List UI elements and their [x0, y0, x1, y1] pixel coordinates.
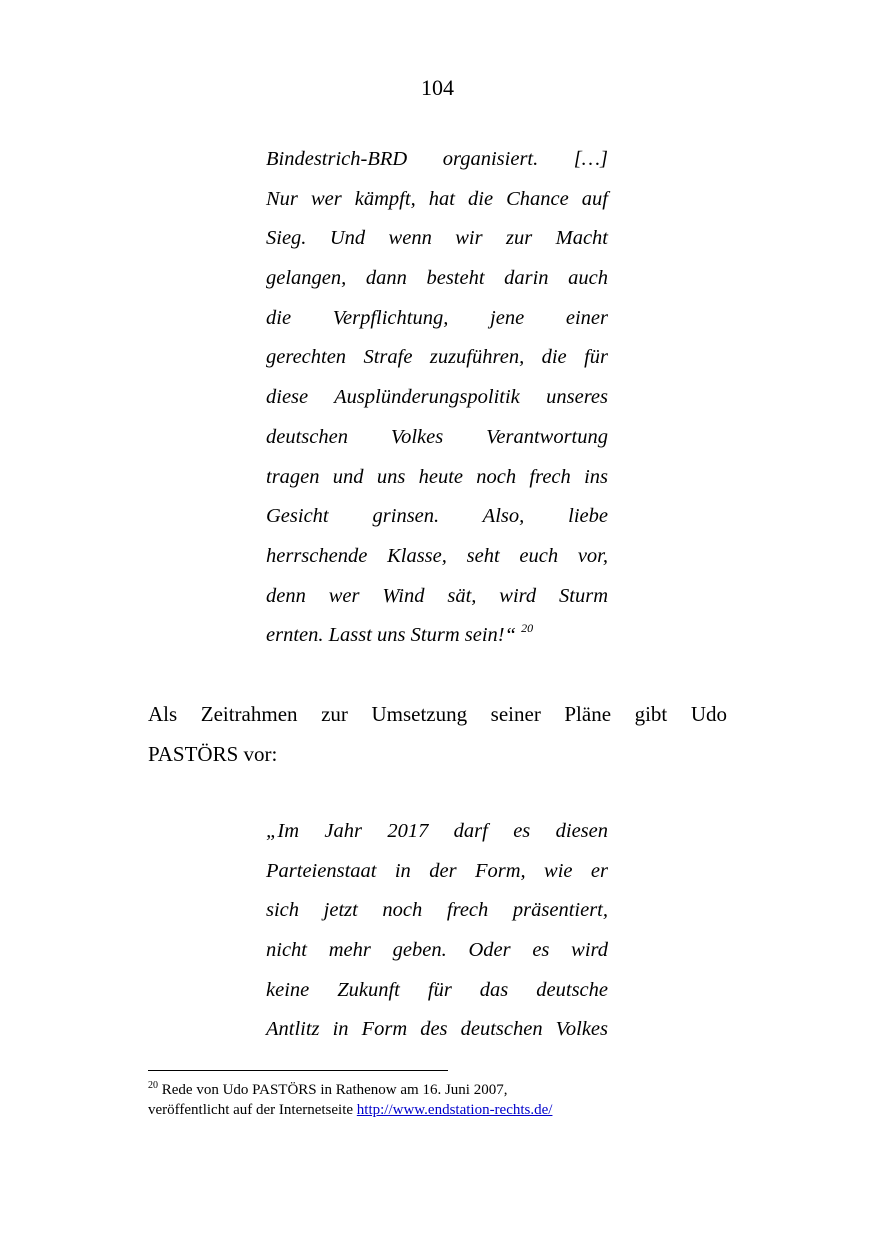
footnote-number: 20 — [148, 1080, 158, 1091]
quote-line-text: ernten. Lasst uns Sturm sein!“ — [266, 624, 517, 647]
footnote-separator — [148, 1070, 448, 1071]
quote-line: gerechten Strafe zuzuführen, die für — [266, 346, 608, 369]
quote-line: Antlitz in Form des deutschen Volkes — [266, 1018, 608, 1041]
quote-line: gelangen, dann besteht darin auch — [266, 267, 608, 290]
paragraph-line: PASTÖRS vor: — [148, 741, 278, 766]
footnote-line-1 — [148, 1080, 748, 1100]
footnote-line-2 — [148, 1100, 748, 1120]
quote-line: herrschende Klasse, seht euch vor, — [266, 544, 608, 567]
paragraph-line: Als Zeitrahmen zur Umsetzung seiner Pläne gibt Udo — [148, 702, 727, 726]
quote-line: tragen und uns heute noch frech ins — [266, 465, 608, 488]
quote-line: Nur wer kämpft, hat die Chance auf — [266, 187, 608, 210]
quote-line: die Verpflichtung, jene einer — [266, 306, 608, 329]
quote-line: keine Zukunft für das deutsche — [266, 978, 608, 1001]
block-quote-2 — [266, 820, 608, 1058]
quote-line: sich jetzt noch frech präsentiert, — [266, 899, 608, 922]
quote-line: Parteienstaat in der Form, wie er — [266, 859, 608, 882]
body-paragraph — [148, 702, 727, 781]
quote-line: deutschen Volkes Verantwortung — [266, 425, 608, 448]
quote-line: Gesicht grinsen. Also, liebe — [266, 505, 608, 528]
quote-line: Sieg. Und wenn wir zur Macht — [266, 227, 608, 250]
footnote-text-2: veröffentlicht auf der Internetseite — [148, 1102, 357, 1118]
footnote-reference[interactable]: 20 — [521, 621, 534, 636]
quote-line: nicht mehr geben. Oder es wird — [266, 939, 608, 962]
quote-last-line — [266, 621, 608, 664]
quote-line: denn wer Wind sät, wird Sturm — [266, 584, 608, 607]
page-number: 104 — [421, 75, 454, 100]
block-quote-1 — [266, 148, 608, 664]
quote-line: Bindestrich-BRD organisiert. […] — [266, 148, 608, 170]
footnote-link[interactable]: http://www.endstation-rechts.de/ — [356, 1102, 553, 1118]
footnote-text: Rede von Udo PASTÖRS in Rathenow am 16. Juni 2007, — [161, 1082, 508, 1098]
quote-line: „Im Jahr 2017 darf es diesen — [266, 820, 608, 842]
footnote — [148, 1080, 748, 1120]
quote-line: diese Ausplünderungspolitik unseres — [266, 386, 608, 409]
